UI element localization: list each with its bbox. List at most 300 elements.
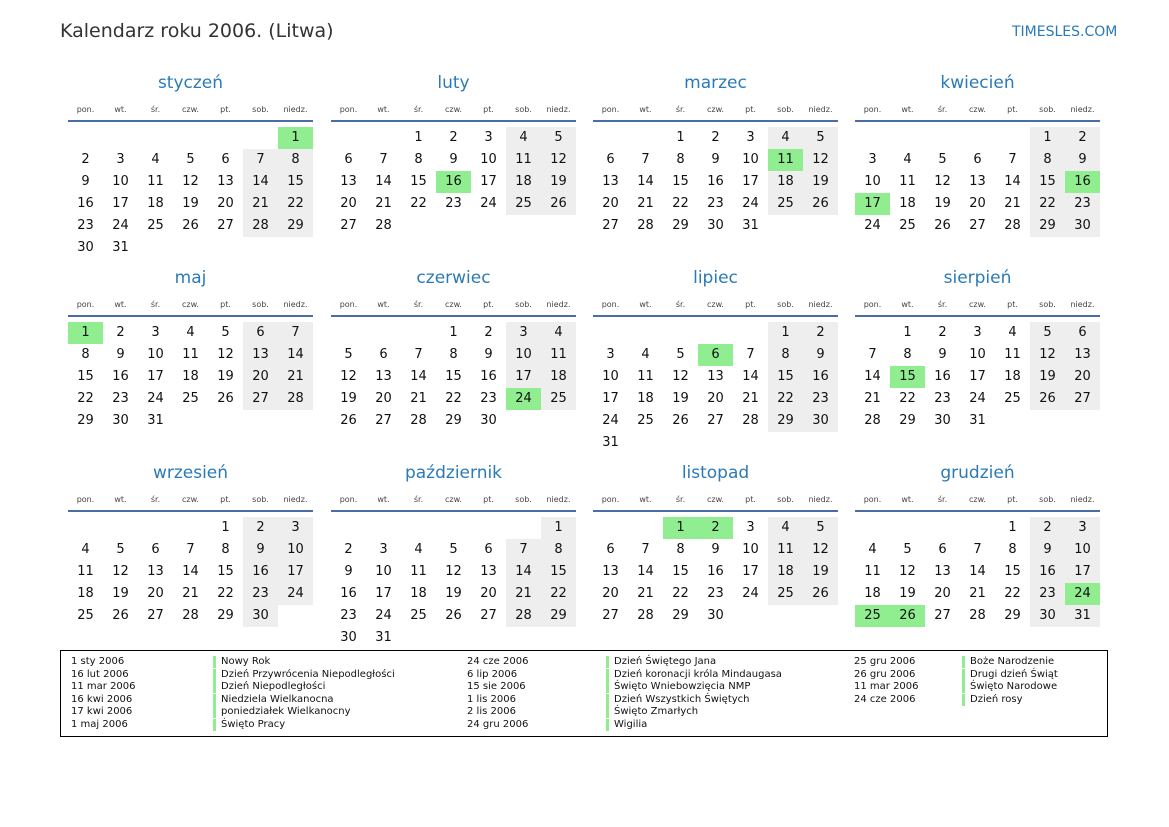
day-cell: 22 (77, 391, 94, 406)
day-cell: 17 (480, 174, 497, 189)
day-cell: 12 (803, 539, 838, 561)
day-cell: 27 (243, 388, 278, 410)
day-cell: 19 (112, 586, 129, 601)
weekday-header: pt. (220, 105, 231, 114)
day-cell: 30 (934, 413, 951, 428)
day-cell: 1 (903, 325, 912, 340)
day-cell: 24 (969, 391, 986, 406)
legend-date: 2 lis 2006 (467, 706, 516, 718)
weekday-header: pon. (339, 105, 358, 114)
legend-date: 15 sie 2006 (467, 681, 526, 693)
day-cell: 5 (116, 542, 125, 557)
weekday-header: śr. (413, 300, 424, 309)
day-cell: 29 (899, 413, 916, 428)
day-cell: 8 (541, 539, 576, 561)
day-cell: 4 (541, 322, 576, 344)
day-cell: 17 (147, 369, 164, 384)
day-cell: 22 (541, 583, 576, 605)
day-cell: 22 (672, 196, 689, 211)
day-cell: 27 (602, 608, 619, 623)
weekday-header: pt. (745, 300, 756, 309)
weekday-header: niedz. (1070, 105, 1095, 114)
day-cell: 16 (803, 366, 838, 388)
day-cell: 3 (746, 130, 755, 145)
day-cell: 10 (147, 347, 164, 362)
legend-date: 26 gru 2006 (854, 668, 916, 680)
day-cell: 10 (864, 174, 881, 189)
day-cell: 14 (637, 174, 654, 189)
day-cell: 16 (934, 369, 951, 384)
day-cell: 17 (375, 586, 392, 601)
day-cell: 3 (151, 325, 160, 340)
weekday-header: niedz. (808, 300, 833, 309)
day-cell: 8 (676, 152, 685, 167)
day-cell: 10 (602, 369, 619, 384)
day-cell: 21 (410, 391, 427, 406)
day-cell: 7 (278, 322, 313, 344)
day-cell: 7 (186, 542, 195, 557)
day-cell: 21 (506, 583, 541, 605)
day-cell: 26 (182, 218, 199, 233)
weekday-header: sob. (1039, 495, 1056, 504)
weekday-header: czw. (707, 495, 724, 504)
legend-marker (962, 669, 965, 681)
day-cell: 18 (77, 586, 94, 601)
legend-holiday-name (213, 694, 334, 705)
day-cell-holiday: 24 (1065, 583, 1100, 605)
day-cell: 10 (278, 539, 313, 561)
weekday-header: pon. (863, 495, 882, 504)
day-cell: 5 (186, 152, 195, 167)
day-cell: 8 (81, 347, 90, 362)
header-divider (331, 120, 576, 122)
legend-holiday-label: Święto Narodowe (970, 681, 1058, 693)
day-cell: 9 (711, 152, 720, 167)
legend-marker (606, 694, 609, 706)
day-cell: 29 (1030, 215, 1065, 237)
day-cell: 31 (375, 630, 392, 645)
day-cell: 30 (112, 413, 129, 428)
weekday-header: śr. (150, 300, 161, 309)
legend-marker (606, 681, 609, 693)
day-cell: 15 (77, 369, 94, 384)
legend-date: 11 mar 2006 (854, 681, 919, 693)
day-cell: 1 (449, 325, 458, 340)
legend-holiday-label: Dzień Świętego Jana (614, 656, 717, 667)
day-cell: 25 (1004, 391, 1021, 406)
day-cell: 17 (506, 366, 541, 388)
weekday-header: wt. (377, 105, 390, 114)
day-cell: 28 (1004, 218, 1021, 233)
legend-holiday-name (606, 669, 782, 680)
day-cell: 21 (375, 196, 392, 211)
day-cell: 9 (116, 347, 125, 362)
day-cell: 4 (81, 542, 90, 557)
day-cell: 28 (742, 413, 759, 428)
weekday-header: sob. (515, 105, 532, 114)
day-cell: 10 (480, 152, 497, 167)
legend-holiday-name (213, 719, 285, 730)
day-cell: 18 (899, 196, 916, 211)
weekday-header: śr. (150, 105, 161, 114)
day-cell: 23 (707, 586, 724, 601)
weekday-header: wt. (114, 495, 127, 504)
day-cell: 28 (182, 608, 199, 623)
day-cell: 22 (768, 388, 803, 410)
day-cell: 8 (1030, 149, 1065, 171)
day-cell: 3 (746, 520, 755, 535)
weekday-header: śr. (937, 105, 948, 114)
legend-holiday-name (213, 656, 270, 667)
day-cell: 25 (899, 218, 916, 233)
header-divider (68, 120, 313, 122)
day-cell: 24 (742, 196, 759, 211)
header-divider (331, 315, 576, 317)
day-cell: 21 (864, 391, 881, 406)
day-cell: 15 (445, 369, 462, 384)
day-cell: 8 (221, 542, 230, 557)
day-cell: 20 (340, 196, 357, 211)
day-cell: 30 (480, 413, 497, 428)
legend-marker (213, 669, 216, 681)
day-cell: 31 (969, 413, 986, 428)
day-cell: 19 (1030, 366, 1065, 388)
day-cell: 16 (77, 196, 94, 211)
weekday-header: wt. (901, 495, 914, 504)
weekday-header: czw. (969, 105, 986, 114)
day-cell: 20 (375, 391, 392, 406)
weekday-header: niedz. (283, 105, 308, 114)
day-cell: 14 (410, 369, 427, 384)
weekday-header: pt. (1007, 495, 1018, 504)
day-cell: 9 (449, 152, 458, 167)
weekday-header: sob. (777, 105, 794, 114)
day-cell: 7 (746, 347, 755, 362)
legend-marker (962, 694, 965, 706)
day-cell: 20 (243, 366, 278, 388)
day-cell: 29 (445, 413, 462, 428)
day-cell: 7 (868, 347, 877, 362)
day-cell: 28 (278, 388, 313, 410)
header-divider (855, 120, 1100, 122)
day-cell-holiday: 1 (663, 517, 698, 539)
day-cell: 29 (1004, 608, 1021, 623)
day-cell: 25 (147, 218, 164, 233)
day-cell: 23 (1065, 193, 1100, 215)
legend-date: 16 kwi 2006 (71, 693, 133, 705)
weekday-header: niedz. (808, 495, 833, 504)
day-cell: 10 (112, 174, 129, 189)
legend-holiday-name (606, 706, 698, 717)
day-cell: 10 (969, 347, 986, 362)
day-cell: 3 (379, 542, 388, 557)
day-cell: 16 (112, 369, 129, 384)
day-cell: 24 (278, 583, 313, 605)
day-cell: 4 (903, 152, 912, 167)
day-cell: 27 (217, 218, 234, 233)
header-divider (68, 510, 313, 512)
day-cell: 14 (375, 174, 392, 189)
day-cell: 16 (1030, 561, 1065, 583)
day-cell: 12 (672, 369, 689, 384)
day-cell: 10 (506, 344, 541, 366)
weekday-header: pon. (863, 300, 882, 309)
weekday-header: pon. (601, 495, 620, 504)
day-cell-holiday: 25 (855, 605, 890, 627)
day-cell: 15 (410, 174, 427, 189)
day-cell: 28 (375, 218, 392, 233)
day-cell: 3 (1065, 517, 1100, 539)
legend-marker (962, 681, 965, 693)
day-cell: 24 (112, 218, 129, 233)
legend-date: 11 mar 2006 (71, 681, 136, 693)
legend-marker (606, 656, 609, 668)
day-cell-holiday: 1 (278, 127, 313, 149)
day-cell: 6 (243, 322, 278, 344)
brand-link[interactable]: TIMESLES.COM (1012, 24, 1118, 40)
weekday-header: pon. (76, 300, 95, 309)
legend-holiday-name (962, 656, 1054, 667)
month-name: styczeń (157, 73, 224, 93)
month-name: lipiec (693, 268, 738, 288)
day-cell: 26 (217, 391, 234, 406)
weekday-header: wt. (901, 300, 914, 309)
day-cell: 21 (637, 196, 654, 211)
day-cell: 31 (147, 413, 164, 428)
legend-holiday-name (962, 669, 1058, 680)
day-cell: 27 (340, 218, 357, 233)
day-cell: 30 (243, 605, 278, 627)
day-cell: 26 (1030, 388, 1065, 410)
day-cell: 11 (147, 174, 164, 189)
day-cell: 12 (541, 149, 576, 171)
weekday-header: śr. (413, 495, 424, 504)
day-cell: 16 (707, 174, 724, 189)
header-divider (855, 315, 1100, 317)
day-cell: 15 (1030, 171, 1065, 193)
day-cell: 25 (182, 391, 199, 406)
day-cell: 5 (344, 347, 353, 362)
weekday-header: niedz. (283, 495, 308, 504)
legend-holiday-label: poniedziałek Wielkanocny (221, 706, 351, 718)
weekday-header: śr. (413, 105, 424, 114)
legend-date: 1 maj 2006 (71, 719, 128, 730)
legend-marker (606, 719, 609, 731)
day-cell: 22 (410, 196, 427, 211)
weekday-header: wt. (377, 495, 390, 504)
day-cell: 7 (414, 347, 423, 362)
legend-date: 16 lut 2006 (71, 668, 129, 680)
day-cell: 11 (182, 347, 199, 362)
day-cell: 11 (899, 174, 916, 189)
month-name: maj (174, 268, 207, 288)
day-cell: 28 (637, 608, 654, 623)
day-cell: 26 (541, 193, 576, 215)
legend-holiday-name (606, 681, 750, 692)
day-cell: 31 (1065, 605, 1100, 627)
day-cell-holiday: 2 (698, 517, 733, 539)
legend-holiday-label: Święto Pracy (221, 719, 286, 730)
day-cell: 22 (217, 586, 234, 601)
day-cell: 14 (278, 344, 313, 366)
day-cell: 7 (379, 152, 388, 167)
day-cell: 10 (742, 542, 759, 557)
day-cell: 23 (243, 583, 278, 605)
day-cell: 25 (77, 608, 94, 623)
day-cell: 19 (217, 369, 234, 384)
day-cell: 19 (445, 586, 462, 601)
weekday-header: sob. (777, 495, 794, 504)
day-cell: 17 (742, 564, 759, 579)
day-cell: 25 (768, 193, 803, 215)
legend-holiday-label: Święto Zmarłych (614, 706, 699, 718)
day-cell: 18 (768, 171, 803, 193)
day-cell: 5 (1030, 322, 1065, 344)
day-cell: 30 (803, 410, 838, 432)
month-name: luty (437, 73, 470, 93)
day-cell: 17 (969, 369, 986, 384)
weekday-header: pon. (339, 300, 358, 309)
legend-marker (213, 706, 216, 718)
day-cell: 6 (344, 152, 353, 167)
day-cell: 13 (934, 564, 951, 579)
legend-holiday-name (606, 719, 647, 730)
legend-holiday-name (962, 681, 1057, 692)
day-cell: 22 (1004, 586, 1021, 601)
day-cell: 11 (506, 149, 541, 171)
day-cell: 16 (480, 369, 497, 384)
day-cell: 21 (1004, 196, 1021, 211)
weekday-header: pt. (745, 105, 756, 114)
weekday-header: wt. (639, 300, 652, 309)
day-cell: 12 (340, 369, 357, 384)
day-cell: 29 (77, 413, 94, 428)
day-cell-holiday: 15 (890, 366, 925, 388)
legend-date: 24 cze 2006 (467, 656, 529, 667)
day-cell: 26 (803, 583, 838, 605)
day-cell: 26 (445, 608, 462, 623)
day-cell: 24 (864, 218, 881, 233)
day-cell: 4 (768, 517, 803, 539)
day-cell: 25 (541, 388, 576, 410)
day-cell: 18 (768, 561, 803, 583)
day-cell: 9 (803, 344, 838, 366)
legend-date: 24 cze 2006 (854, 693, 916, 705)
weekday-header: sob. (515, 495, 532, 504)
day-cell: 4 (151, 152, 160, 167)
legend-holiday-name (606, 656, 716, 667)
page-title: Kalendarz roku 2006. (Litwa) (60, 20, 334, 42)
day-cell: 17 (742, 174, 759, 189)
day-cell: 28 (637, 218, 654, 233)
day-cell: 20 (480, 586, 497, 601)
weekday-header: pon. (601, 105, 620, 114)
day-cell: 14 (506, 561, 541, 583)
day-cell: 25 (637, 413, 654, 428)
day-cell: 21 (182, 586, 199, 601)
day-cell: 9 (1065, 149, 1100, 171)
weekday-header: niedz. (808, 105, 833, 114)
day-cell: 5 (449, 542, 458, 557)
day-cell: 12 (182, 174, 199, 189)
weekday-header: śr. (675, 105, 686, 114)
day-cell: 17 (602, 391, 619, 406)
day-cell: 13 (217, 174, 234, 189)
day-cell: 28 (864, 413, 881, 428)
month-name: listopad (681, 463, 750, 483)
day-cell: 9 (711, 542, 720, 557)
day-cell: 9 (938, 347, 947, 362)
header-divider (593, 120, 838, 122)
day-cell: 14 (742, 369, 759, 384)
day-cell: 19 (803, 171, 838, 193)
weekday-header: czw. (445, 300, 462, 309)
day-cell: 15 (672, 174, 689, 189)
day-cell: 3 (484, 130, 493, 145)
day-cell-holiday: 17 (855, 193, 890, 215)
day-cell: 24 (147, 391, 164, 406)
day-cell: 24 (375, 608, 392, 623)
legend-holiday-name (213, 669, 395, 680)
day-cell: 19 (803, 561, 838, 583)
day-cell: 4 (186, 325, 195, 340)
day-cell: 30 (707, 218, 724, 233)
day-cell: 31 (742, 218, 759, 233)
month-name: czerwiec (416, 268, 491, 288)
day-cell: 12 (899, 564, 916, 579)
day-cell: 23 (934, 391, 951, 406)
legend-date: 6 lip 2006 (467, 668, 518, 680)
day-cell: 27 (707, 413, 724, 428)
day-cell: 7 (506, 539, 541, 561)
day-cell-holiday: 26 (890, 605, 925, 627)
day-cell: 22 (899, 391, 916, 406)
legend-date: 24 gru 2006 (467, 719, 529, 730)
day-cell: 31 (112, 240, 129, 255)
day-cell: 13 (707, 369, 724, 384)
day-cell: 4 (414, 542, 423, 557)
day-cell: 18 (410, 586, 427, 601)
legend-holiday-label: Dzień rosy (970, 693, 1023, 705)
day-cell: 1 (221, 520, 230, 535)
day-cell: 12 (445, 564, 462, 579)
day-cell: 23 (480, 391, 497, 406)
day-cell: 2 (116, 325, 125, 340)
weekday-header: pon. (76, 105, 95, 114)
day-cell: 7 (1008, 152, 1017, 167)
day-cell: 8 (449, 347, 458, 362)
header-divider (68, 315, 313, 317)
day-cell: 6 (938, 542, 947, 557)
legend-holiday-name (606, 694, 750, 705)
legend-holiday-label: Dzień Przywrócenia Niepodległości (221, 668, 395, 680)
day-cell: 5 (221, 325, 230, 340)
day-cell: 23 (803, 388, 838, 410)
weekday-header: wt. (114, 105, 127, 114)
weekday-header: sob. (1039, 300, 1056, 309)
weekday-header: pt. (1007, 300, 1018, 309)
legend-date: 1 lis 2006 (467, 693, 516, 705)
day-cell: 7 (973, 542, 982, 557)
day-cell: 13 (340, 174, 357, 189)
day-cell: 27 (1065, 388, 1100, 410)
day-cell: 17 (278, 561, 313, 583)
day-cell: 7 (641, 542, 650, 557)
weekday-header: niedz. (546, 495, 571, 504)
day-cell: 11 (637, 369, 654, 384)
day-cell: 14 (969, 564, 986, 579)
day-cell: 15 (217, 564, 234, 579)
